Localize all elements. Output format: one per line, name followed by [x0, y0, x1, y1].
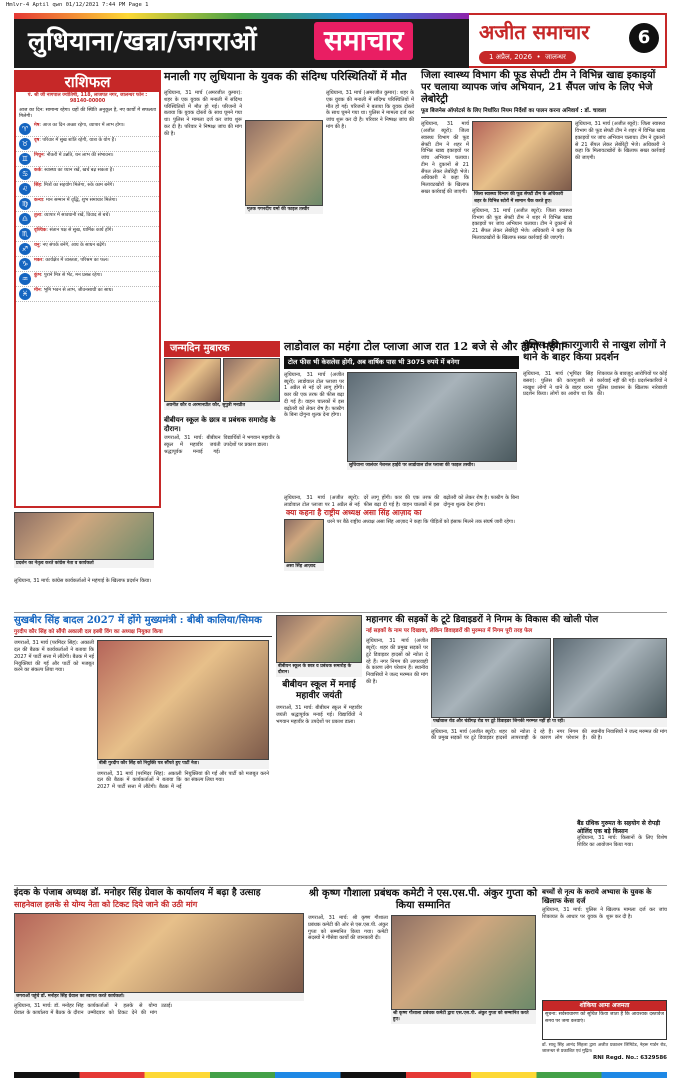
- rashi-item: [16, 182, 159, 197]
- toll-plaza-photo: [347, 372, 517, 462]
- print-slug: Hmlvr-4 Aptil qwn 01/12/2021 7:44 PM Page 1: [6, 2, 149, 8]
- divider-photo-2: [553, 638, 667, 718]
- story-headline: पुलिस की कारगुजारी से नाखुश लोगों ने थाने के बाहर किया प्रदर्शन: [523, 340, 666, 363]
- story-body-row: [421, 121, 667, 321]
- gemini-icon: ♊: [19, 153, 31, 165]
- rashi-item: [16, 212, 159, 227]
- story-body-cont2: लुधियाना, 31 मार्च (अजीत ब्यूरो): जिला स्वास्थ्य विभाग की फूड सेफ्टी टीम ने शहर में विभिन्न खाद्य इकाइयों पर जांच अभियान चलाया। टीम ने दुकानों से 21 सैंपल लेकर लेबोरेट्री भेजे। अधिकारी ने कहा कि मिलावटखोरों के खिलाफ सख्त कार्रवाई की जाएगी।: [575, 121, 665, 162]
- registration-number: RNI Regd. No.: 6329586: [592, 1054, 667, 1061]
- rashi-text: धनु: नए संपर्क बनेंगे, आय के साधन बढ़ेंगे।: [34, 242, 107, 248]
- paper-box: [469, 13, 667, 68]
- aries-icon: ♈: [19, 123, 31, 135]
- photo-column: [245, 90, 323, 335]
- story-subhead: साहनेवाल हलके से योग्य नेता को टिकट दिये जाने की उठी मांग: [14, 899, 198, 909]
- date-text: 1 अप्रैल, 2026: [489, 53, 533, 61]
- rashifal-title: राशिफल: [16, 72, 159, 92]
- story-body: जगराओं, 31 मार्च (परमिंदर सिंह): अकाली दल की बैठक में कार्यकर्ताओं ने बताया कि 2027 में पार्टी सत्ता में लौटेगी। बैठक में नई नियुक्तियां की गईं और पार्टी को मजबूत करने का संकल्प लिया गया।: [14, 640, 94, 674]
- story-body: जगराओं, 31 मार्च: बीबीयन स्कूल में महावीर जयंती श्रद्धापूर्वक मनाई गई। विद्यार्थियों ने भगवान महावीर के उपदेशों पर प्रकाश डाला।: [164, 435, 280, 455]
- story-body-row: [308, 915, 538, 1055]
- story-headline: बैंड ग्रंथिक गुरुमत के सहयोग से रोपड़ी ओलिंद एक बड़े किसान: [577, 820, 661, 835]
- section-title: लुधियाना/खन्ना/जगराओं: [28, 27, 258, 57]
- notice-body: सूचना: सर्वसाधारण को सूचित किया जाता है कि आवश्यक दस्तावेज समय पर जमा करवाएं।: [545, 1012, 664, 1024]
- photo-column: [391, 915, 536, 1055]
- rashi-text: मकर: कार्यक्षेत्र में व्यस्तता, परिश्रम का फल।: [34, 257, 109, 263]
- rashi-item: [16, 152, 159, 167]
- rashi-item: [16, 137, 159, 152]
- notice-title: शोकिया आमा अजमता: [543, 1001, 666, 1011]
- photo-caption: असा सिंह आज़ाद: [284, 563, 324, 571]
- photo-caption: जिला स्वास्थ्य विभाग की फूड सेफ्टी टीम के अधिकारी शहर के विभिन्न स्टोरों में सामान चैक करते हुए।: [472, 191, 572, 205]
- divider-photo-1: [431, 638, 551, 718]
- story-quote: [284, 507, 519, 607]
- story-police-protest: [523, 340, 667, 612]
- notice-box: [542, 1000, 667, 1040]
- photo-caption: बीबी गुरदीप कौर सिंह को नियुक्ति पत्र सौंपते हुए पार्टी नेता।: [97, 760, 269, 768]
- story-manali: [164, 70, 417, 338]
- story-body-row: [14, 640, 272, 878]
- rashi-text: कुंभ: पुराने मित्र से भेंट, मन प्रसन्न रहेगा।: [34, 272, 103, 278]
- janamdin-box: [164, 358, 280, 412]
- kids-photos: [164, 358, 280, 402]
- story-school-event: [164, 416, 280, 611]
- kid-photo-2: [223, 358, 280, 402]
- story-headline: इंदक के पंजाब अध्यक्ष डॉ. मनोहर सिंह ग्रेवाल के कार्यालय में बढ़ा है उत्साह: [14, 888, 261, 898]
- story-body: लुधियाना, 31 मार्च (अजीत ब्यूरो): लाडोवाल टोल प्लाजा पर 1 अप्रैल से नई दरें लागू होंगी। कार की एक तरफ की फीस बढ़ा दी गई है। वाहन चालकों में इस बढ़ोतरी को लेकर रोष है। फास्टैग के बिना दोगुना शुल्क देना होगा।: [284, 371, 344, 419]
- cancer-icon: ♋: [19, 168, 31, 180]
- photo-caption: बीबीयन स्कूल के छात्र व प्रबंधक समारोह के दौरान।: [276, 663, 362, 677]
- scorpio-icon: ♏: [19, 228, 31, 240]
- rashi-text: मीन: भूमि भवन से लाभ, जीवनसाथी का साथ।: [34, 287, 114, 293]
- story-gaushala: [308, 888, 538, 1070]
- story-headline: लाडोवाल का महंगा टोल प्लाजा आज रात 12 बजे से और होगा महंगा: [284, 340, 565, 353]
- story-body-row: [164, 90, 417, 335]
- rashi-text: वृश्चिक: संतान पक्ष से सुख, धार्मिक कार्य होंगे।: [34, 227, 114, 233]
- rashi-item: [16, 227, 159, 242]
- color-stripe: [14, 13, 469, 19]
- aquarius-icon: ♒: [19, 273, 31, 285]
- rashifal-list: [16, 122, 159, 302]
- story-headline: बीबीयन स्कूल में मनाई महावीर जयंती: [282, 680, 356, 702]
- rashi-text: सिंह: मित्रों का सहयोग मिलेगा, रुके काम बनेंगे।: [34, 182, 115, 188]
- virgo-icon: ♍: [19, 198, 31, 210]
- imprint: [542, 1043, 667, 1070]
- city-text: जालन्धर: [545, 53, 566, 61]
- story-subhead: गुरदीप कौर सिंह को सौंपी अकाली दल इस्त्री विंग का अध्यक्ष नियुक्त किया: [14, 629, 272, 637]
- president-photo: [284, 519, 324, 563]
- party-meeting-photo: [97, 640, 269, 760]
- story-grewal-office: [14, 888, 304, 1070]
- imprint-text: डॉ. साधु सिंह आनंद सिंहला द्वारा अजीत प्रकाशन लिमिटेड, नेहरू गार्डन रोड, जालन्धर से प्रकाशित एवं मुद्रित।: [542, 1043, 667, 1054]
- story-body: लुधियाना, 31 मार्च: पुलिस ने शिकायत के आधार पर युवक के खिलाफ मामला दर्ज कर जांच शुरू कर दी है।: [542, 907, 667, 920]
- story-body: जगराओं, 31 मार्च: बीबीयन स्कूल में महावीर जयंती श्रद्धापूर्वक मनाई गई। विद्यार्थियों ने भगवान महावीर के उपदेशों पर प्रकाश डाला।: [276, 705, 362, 725]
- janamdin-title: जन्मदिन मुबारक: [164, 341, 280, 357]
- color-registration-strip: [14, 1072, 667, 1078]
- taurus-icon: ♉: [19, 138, 31, 150]
- story-body-cont: जगराओं, 31 मार्च (परमिंदर सिंह): अकाली दल की बैठक में कार्यकर्ताओं ने बताया कि 2027 में पार्टी सत्ता में लौटेगी। बैठक में नई नियुक्तियां की गईं और पार्टी को मजबूत करने का संकल्प लिया गया।: [97, 770, 269, 791]
- story-headline: बच्चों से नृत्य के कराये अभ्यास के युवक के खिलाफ केस दर्ज: [542, 887, 652, 905]
- story-sukhbir-badal: [14, 615, 272, 883]
- story-subhead: नई सड़कों के नाम पर दिखावा, लेकिन डिवाइडरों की मुरम्मत में निगम पूरी तरह फेल: [366, 628, 533, 634]
- photo-column: [97, 640, 269, 878]
- story-body-cont: लुधियाना, 31 मार्च (अजीत ब्यूरो): शहर की प्रमुख सड़कों पर टूटे डिवाइडर हादसों को न्योता दे रहे हैं। नगर निगम की लापरवाही के कारण लोग परेशान हैं। स्थानीय निवासियों ने जल्द मरम्मत की मांग की है।: [431, 728, 667, 742]
- rashifal-intro: आज का दिन: सामान्य रहेगा। ग्रहों की स्थिति अनुकूल है, नए कार्यों में सफलता मिलेगी।: [19, 107, 156, 120]
- story-headline: मनाली गए लुधियाना के युवक की संदिग्ध परिस्थितियों में मौत: [164, 70, 407, 83]
- rashifal-subtitle: पं. श्री जी नागपाल ज्योतिषी, 118, लाजपत नगर, जालन्धर फोन : 98140-00000: [27, 93, 148, 105]
- protest-photo: [14, 512, 154, 560]
- story-headline: सुखबीर सिंह बादल 2027 में होंगे मुख्यमंत्री : बीबी कालिया/सिमक: [14, 615, 262, 626]
- grewal-photo: [14, 913, 304, 993]
- story-body: लुधियाना, 31 मार्च (अजीत ब्यूरो): जिला स्वास्थ्य विभाग की फूड सेफ्टी टीम ने शहर में विभिन्न खाद्य इकाइयों पर जांच अभियान चलाया। टीम ने दुकानों से 21 सैंपल लेकर लेबोरेट्री भेजे। अधिकारी ने कहा कि मिलावटखोरों के खिलाफ सख्त कार्रवाई की जाएगी।: [421, 121, 469, 195]
- story-body-cont: लुधियाना, 31 मार्च (अजीत ब्यूरो): जिला स्वास्थ्य विभाग की फूड सेफ्टी टीम ने शहर में विभिन्न खाद्य इकाइयों पर जांच अभियान चलाया। टीम ने दुकानों से 21 सैंपल लेकर लेबोरेट्री भेजे। अधिकारी ने कहा कि मिलावटखोरों के खिलाफ सख्त कार्रवाई की जाएगी।: [472, 207, 572, 241]
- sagittarius-icon: ♐: [19, 243, 31, 255]
- story-headline: जिला स्वास्थ्य विभाग की फूड सेफ्टी टीम ने विभिन्न खाद्य इकाइयों पर चलाया व्यापक जांच अभियान, 21 सैंपल जांच के लिए भेजे लेबोरेट्री: [421, 70, 656, 105]
- story-body-cont: लुधियाना, 31 मार्च (अजीत ब्यूरो): लाडोवाल टोल प्लाजा पर 1 अप्रैल से नई दरें लागू होंगी। कार की एक तरफ की फीस बढ़ा दी गई है। वाहन चालकों में इस बढ़ोतरी को लेकर रोष है। फास्टैग के बिना दोगुना शुल्क देना होगा।: [284, 494, 519, 508]
- story-body: लुधियाना, 31 मार्च (भूपिंदर सिंह बसरा): पुलिस की कारगुजारी से नाखुश लोगों ने थाने के बाहर धरना प्रदर्शन किया। लोगों का आरोप था कि शिकायत के बावजूद आरोपियों पर कोई कार्रवाई नहीं की गई। प्रदर्शनकारियों ने पुलिस प्रशासन के खिलाफ नारेबाजी की।: [523, 371, 667, 398]
- food-team-photo: [472, 121, 572, 191]
- story-protest-body: [14, 578, 160, 608]
- story-body: लुधियाना, 31 मार्च: किसानों के लिए विशेष शिविर का आयोजन किया गया।: [577, 835, 667, 848]
- quote-row: [284, 519, 519, 599]
- story-farmers: [577, 820, 667, 880]
- story-body-row: [284, 372, 519, 492]
- story-case-registered: [542, 888, 667, 998]
- paper-name: अजीत समाचार: [479, 20, 590, 44]
- story-body: लुधियाना, 31 मार्च: कांग्रेस कार्यकर्ताओं ने महंगाई के खिलाफ प्रदर्शन किया।: [14, 578, 152, 584]
- capricorn-icon: ♑: [19, 258, 31, 270]
- libra-icon: ♎: [19, 213, 31, 225]
- kid-photo-1: [164, 358, 221, 402]
- page-number: 6: [629, 23, 659, 53]
- photo-column: [472, 121, 572, 321]
- rashi-item: [16, 287, 159, 302]
- photo-caption: लुधियाना जालंधर नेशनल हाईवे पर लाडोवाल टोल प्लाजा की फाइल तस्वीर।: [347, 462, 517, 470]
- pisces-icon: ♓: [19, 288, 31, 300]
- photo-caption: जगराओं पहुंचे डॉ. मनोहर सिंह ग्रेवाल का स्वागत करते कार्यकर्ता।: [14, 993, 304, 1001]
- masthead: [14, 13, 667, 68]
- rashi-item: [16, 167, 159, 182]
- rashi-text: तुला: व्यापार में सावधानी रखें, विवाद से बचें।: [34, 212, 111, 218]
- story-strap: टोल फीस भी केसलेस होगी, अब वार्षिक पास भी 3075 रुपये में बनेगा: [284, 356, 519, 369]
- rashifal-box: [14, 70, 161, 508]
- story-food-safety: [421, 70, 667, 338]
- story-body: लुधियाना, 31 मार्च: डॉ. मनोहर सिंह ग्रेवाल के कार्यालय में बैठक के दौरान कार्यकर्ताओं ने हलके से योग्य उम्मीदवार को टिकट देने की मांग उठाई।: [14, 1002, 173, 1016]
- story-headline: बीबीयन स्कूल के छात्र व प्रबंधक समारोह के दौरान।: [164, 415, 276, 433]
- photo-caption: मृतक गगनदीप वर्मा की फाइल तस्वीर: [245, 206, 323, 214]
- rashi-item: [16, 257, 159, 272]
- story-body: लुधियाना, 31 मार्च (अजीत ब्यूरो): शहर की प्रमुख सड़कों पर टूटे डिवाइडर हादसों को न्योता दे रहे हैं। नगर निगम की लापरवाही के कारण लोग परेशान हैं। स्थानीय निवासियों ने जल्द मरम्मत की मांग की है।: [366, 638, 428, 685]
- rashi-text: मेष: आज का दिन अच्छा रहेगा, व्यापार में लाभ होगा।: [34, 122, 125, 128]
- photo-caption: प्रदर्शन का नेतृत्व करते कांग्रेस नेता व कार्यकर्ता: [14, 560, 154, 568]
- story-subhead: फूड बिजनेस ऑपरेटर्स के लिए निर्धारित नियम निर्देशों का पालन करना अनिवार्य : डॉ. चावला: [421, 108, 667, 118]
- section-banner: [14, 13, 469, 68]
- story-body: लुधियाना, 31 मार्च (अमरजीत कुमार): शहर के एक युवक की मनाली में संदिग्ध परिस्थितियों में मौत हो गई। परिजनों ने बताया कि युवक दोस्तों के साथ घूमने गया था। पुलिस ने मामला दर्ज कर जांच शुरू कर दी है। परिवार ने निष्पक्ष जांच की मांग की है।: [164, 90, 242, 137]
- victim-photo: [245, 120, 323, 206]
- rashi-item: [16, 272, 159, 287]
- rashi-text: कन्या: मान सम्मान में वृद्धि, शुभ समाचार मिलेगा।: [34, 197, 118, 203]
- photo-caption: श्री कृष्ण गौशाला प्रबंधक कमेटी द्वारा एस.एस.पी. अंकुर गुप्ता को सम्मानित करते हुए।: [391, 1010, 536, 1024]
- story-headline: महानगर की सड़कों के टूटे डिवाइडरों ने निगम के विकास की खोली पोल: [366, 615, 599, 625]
- photo-column: [347, 372, 517, 492]
- honour-photo: [391, 915, 536, 1010]
- photo-column: [284, 519, 324, 599]
- story-body: धरने पर बैठे राष्ट्रीय अध्यक्ष असा सिंह आज़ाद ने कहा कि पीड़ितों को इंसाफ मिलने तक संघर्ष जारी रहेगा।: [327, 519, 515, 526]
- story-headline: क्या कहना है राष्ट्रीय अध्यक्ष असा सिंह आज़ाद का: [286, 508, 422, 517]
- section-divider: [14, 885, 667, 886]
- story-body: जगराओं, 31 मार्च: श्री कृष्ण गौशाला प्रबंधक कमेटी की ओर से एस.एस.पी. अंकुर गुप्ता को सम्मानित किया गया। कमेटी सदस्यों ने गौसेवा कार्यों की जानकारी दी।: [308, 915, 388, 942]
- story-headline: श्री कृष्ण गौशाला प्रबंधक कमेटी ने एस.एस.पी. अंकुर गुप्ता को किया सम्मानित: [308, 888, 538, 911]
- rashi-item: [16, 197, 159, 212]
- rashi-text: कर्क: स्वास्थ्य का ध्यान रखें, खर्च बढ़ सकता है।: [34, 167, 115, 173]
- rashi-item: [16, 242, 159, 257]
- story-mahavir-jayanti: [276, 615, 362, 883]
- leo-icon: ♌: [19, 183, 31, 195]
- school-photo: [276, 615, 362, 663]
- rashi-text: वृष: परिवार में सुख शांति रहेगी, यात्रा के योग हैं।: [34, 137, 116, 143]
- photo-caption: पखोवाल रोड और चंडीगढ़ रोड पर टूटे डिवाइडर जिनकी मरम्मत नहीं हो पा रही।: [431, 718, 667, 726]
- janamdin-caption: अवनीत कौर व अरमानप्रीत कौर, सुपुत्री मनप्रीत: [164, 402, 280, 410]
- section-divider: [14, 612, 667, 613]
- samachar-logo: समाचार: [314, 22, 413, 60]
- protest-photo-box: [14, 512, 154, 574]
- story-body-cont: लुधियाना, 31 मार्च (अमरजीत कुमार): शहर के एक युवक की मनाली में संदिग्ध परिस्थितियों में मौत हो गई। परिजनों ने बताया कि युवक दोस्तों के साथ घूमने गया था। पुलिस ने मामला दर्ज कर जांच शुरू कर दी है। परिवार ने निष्पक्ष जांच की मांग की है।: [326, 90, 414, 130]
- rashi-item: [16, 122, 159, 137]
- divider-photos: [431, 638, 667, 718]
- rashi-text: मिथुन: नौकरी में उन्नति, धन लाभ की संभावना।: [34, 152, 114, 158]
- edition-date: 1 अप्रैल, 2026 • जालन्धर: [479, 51, 576, 64]
